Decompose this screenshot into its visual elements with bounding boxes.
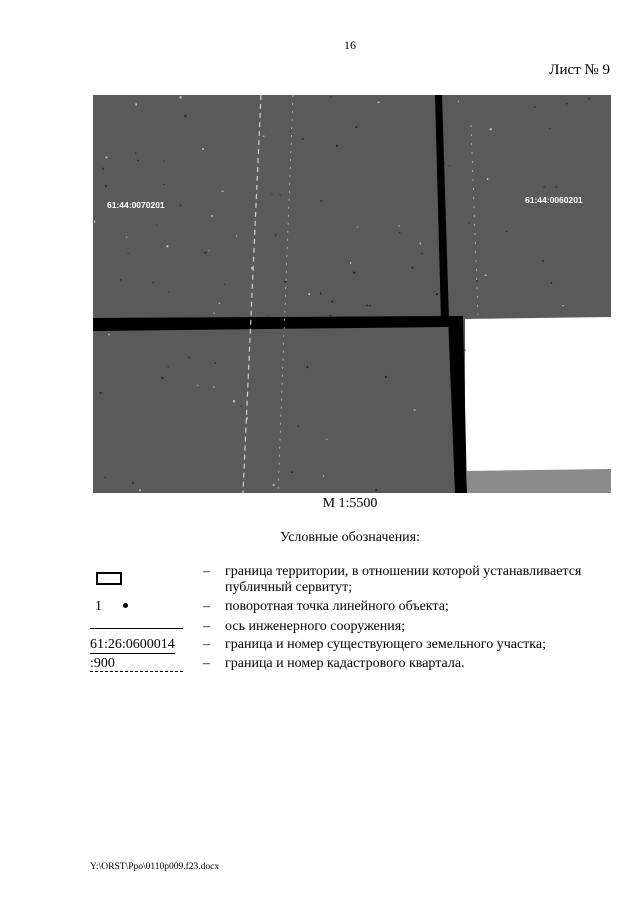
white-region	[465, 317, 611, 493]
noise-speck	[336, 145, 338, 147]
noise-speck	[94, 221, 95, 223]
noise-speck	[290, 131, 292, 132]
noise-speck	[464, 349, 465, 350]
map-image	[93, 95, 611, 493]
noise-speck	[212, 215, 213, 217]
noise-speck	[184, 115, 186, 117]
noise-speck	[588, 98, 589, 100]
noise-speck	[476, 280, 477, 282]
noise-speck	[435, 291, 436, 292]
noise-speck	[357, 227, 358, 228]
noise-speck	[108, 334, 109, 335]
legend-text: граница территории, в отношении которой устанавливается публичный сервитут;	[225, 564, 582, 595]
legend-text: граница и номер кадастрового квартала.	[225, 656, 465, 671]
noise-speck	[421, 253, 423, 254]
noise-speck	[164, 184, 165, 185]
noise-speck	[135, 103, 137, 105]
noise-speck	[213, 387, 215, 388]
legend-text: поворотная точка линейного объекта;	[225, 599, 449, 614]
noise-speck	[102, 168, 103, 170]
noise-speck	[490, 128, 492, 130]
noise-speck	[298, 425, 299, 426]
legend-text: граница и номер существующего земельного участка;	[225, 637, 546, 652]
noise-speck	[458, 101, 459, 102]
noise-speck	[128, 253, 129, 254]
noise-speck	[284, 281, 286, 283]
noise-speck	[323, 475, 324, 476]
legend-symbol-axis-line	[90, 628, 183, 629]
noise-speck	[219, 303, 221, 304]
noise-speck	[414, 410, 416, 411]
noise-speck	[214, 313, 215, 314]
noise-speck	[543, 187, 545, 188]
quarter-label-2: 61:44:0060201	[525, 195, 583, 205]
noise-speck	[378, 102, 380, 103]
noise-speck	[188, 357, 189, 359]
noise-speck	[420, 243, 421, 245]
legend-dash: –	[203, 619, 210, 634]
legend-dash: –	[203, 656, 210, 671]
noise-speck	[263, 136, 264, 137]
noise-speck	[275, 234, 276, 236]
noise-speck	[326, 439, 327, 440]
noise-speck	[100, 392, 102, 394]
noise-speck	[307, 366, 309, 368]
noise-speck	[412, 267, 413, 269]
noise-speck	[273, 484, 275, 486]
map-canvas	[93, 95, 611, 493]
legend-dash: –	[203, 564, 210, 579]
noise-speck	[205, 252, 207, 254]
noise-speck	[353, 272, 355, 274]
noise-speck	[180, 205, 182, 206]
striped-strip	[467, 469, 611, 493]
legend-symbol-quarter-number: :900	[90, 656, 115, 671]
noise-speck	[126, 237, 127, 238]
noise-speck	[224, 284, 225, 286]
noise-speck	[355, 126, 357, 128]
noise-speck	[551, 282, 552, 284]
legend-text: ось инженерного сооружения;	[225, 619, 406, 634]
noise-speck	[197, 385, 198, 386]
noise-speck	[156, 225, 157, 226]
noise-speck	[549, 128, 550, 129]
noise-speck	[105, 185, 107, 187]
noise-speck	[321, 200, 322, 202]
noise-speck	[566, 103, 567, 105]
noise-speck	[436, 294, 438, 296]
noise-speck	[120, 279, 121, 281]
noise-speck	[369, 305, 371, 306]
noise-speck	[506, 231, 507, 232]
noise-speck	[556, 186, 557, 188]
legend-symbol-point-number: 1	[95, 599, 102, 614]
legend-dash: –	[203, 599, 210, 614]
noise-speck	[222, 191, 224, 192]
noise-speck	[137, 160, 139, 161]
noise-speck	[331, 301, 333, 303]
quarter-label-1: 61:44:0070201	[107, 200, 165, 210]
noise-speck	[562, 305, 563, 306]
noise-speck	[236, 235, 237, 236]
noise-speck	[166, 245, 168, 247]
legend-symbol-parcel-number: 61:26:0600014	[90, 637, 175, 652]
noise-speck	[350, 262, 351, 264]
map-scale: М 1:5500	[322, 496, 378, 511]
noise-speck	[135, 152, 136, 153]
footer-file-path: Y:\ORST\Ppo\0110p009.f23.docx	[90, 862, 220, 872]
noise-speck	[302, 138, 304, 139]
noise-speck	[271, 194, 272, 195]
noise-speck	[240, 406, 242, 407]
legend-title: Условные обозначения:	[279, 530, 421, 545]
noise-speck	[152, 282, 153, 283]
noise-speck	[106, 157, 108, 159]
noise-speck	[398, 226, 400, 227]
noise-speck	[469, 222, 470, 224]
noise-speck	[534, 107, 536, 108]
noise-speck	[366, 305, 368, 306]
legend-symbol-rectangle	[96, 572, 122, 585]
noise-speck	[180, 96, 182, 98]
noise-speck	[449, 165, 450, 166]
noise-speck	[385, 376, 387, 378]
sheet-label: Лист № 9	[549, 62, 610, 78]
noise-speck	[164, 161, 165, 163]
noise-speck	[104, 477, 106, 478]
noise-speck	[167, 366, 169, 367]
noise-speck	[375, 489, 377, 491]
noise-speck	[331, 97, 333, 98]
noise-speck	[320, 292, 321, 294]
page-number: 16	[344, 38, 356, 52]
noise-speck	[329, 315, 331, 316]
noise-speck	[542, 260, 543, 262]
noise-speck	[202, 148, 204, 150]
noise-speck	[209, 250, 210, 251]
noise-speck	[291, 472, 293, 473]
noise-speck	[139, 489, 140, 491]
legend-symbol-point-icon	[123, 603, 128, 608]
legend-symbol-quarter-dashed-line	[90, 671, 183, 672]
noise-speck	[399, 232, 401, 233]
legend-dash: –	[203, 637, 210, 652]
noise-speck	[280, 195, 281, 196]
noise-speck	[233, 400, 235, 402]
noise-speck	[215, 362, 216, 364]
noise-speck	[308, 293, 310, 295]
noise-speck	[485, 275, 487, 276]
noise-speck	[487, 178, 488, 180]
noise-speck	[161, 377, 163, 379]
noise-speck	[132, 482, 134, 484]
noise-speck	[168, 292, 169, 293]
